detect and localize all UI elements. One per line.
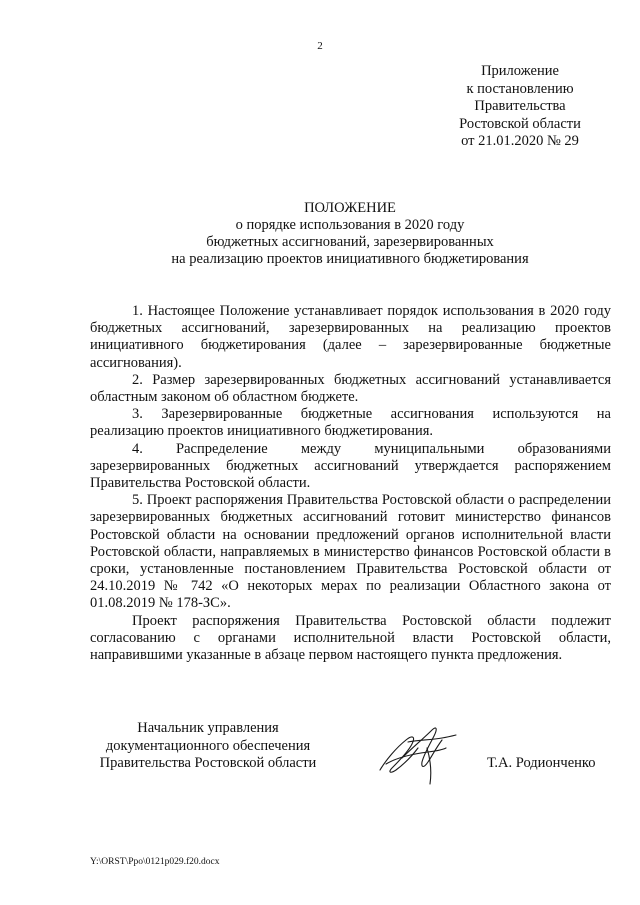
signatory-position-line: документационного обеспечения	[105, 737, 311, 754]
signatory-position-line: Начальник управления	[137, 720, 279, 736]
paragraph-2: 2. Размер зарезервированных бюджетных ассигнований устанавливается областным законом об областном бюджете.	[90, 371, 611, 406]
document-body	[90, 303, 611, 664]
file-path: Y:\ORST\Ppo\0121p029.f20.docx	[90, 857, 220, 867]
title-heading: ПОЛОЖЕНИЕ	[304, 200, 396, 216]
handwritten-signature-icon	[372, 718, 462, 788]
paragraph-4: 4. Распределение между муниципальными образованиями зарезервированных бюджетных ассигнований утверждается распоряжением Правительства Ростовской области.	[90, 440, 611, 492]
title-subtitle-line: бюджетных ассигнований, зарезервированных	[206, 234, 494, 250]
paragraph-1: 1. Настоящее Положение устанавливает порядок использования в 2020 году бюджетных ассигнований, зарезервированных на реализацию проектов инициативного бюджетирования (далее – зарезервированные бюджетные ассигнования).	[90, 303, 611, 371]
title-subtitle-line: на реализацию проектов инициативного бюджетирования	[171, 251, 529, 267]
signatory-name: Т.А. Родионченко	[487, 755, 596, 771]
paragraph-5-continuation: Проект распоряжения Правительства Ростовской области подлежит согласованию с органами исполнительной власти Ростовской области, направившими указанные в абзаце первом настоящего пункта предложения.	[90, 612, 611, 664]
paragraph-3: 3. Зарезервированные бюджетные ассигнования используются на реализацию проектов инициативного бюджетирования.	[90, 406, 611, 440]
appendix-line: Правительства	[474, 98, 566, 114]
title-subtitle-line: о порядке использования в 2020 году	[235, 217, 465, 233]
signatory-position	[88, 720, 328, 773]
appendix-line: Ростовской области	[459, 115, 581, 132]
page-number: 2	[317, 40, 323, 52]
appendix-date-line: от 21.01.2020 № 29	[461, 133, 579, 149]
document-title	[90, 200, 610, 268]
appendix-line: к постановлению	[466, 80, 574, 97]
appendix-line: Приложение	[481, 63, 559, 79]
appendix-header	[445, 63, 595, 151]
signatory-position-line: Правительства Ростовской области	[99, 755, 317, 771]
paragraph-5: 5. Проект распоряжения Правительства Ростовской области о распределении зарезервированных бюджетных ассигнований готовит министерство финансов Ростовской области на основании предложений органов исполнительной власти Ростовской области, направляемых в министерство финансов Ростовской области в сроки, установленные постановлением Правительства Ростовской области от 24.10.2019 № 742 «О некоторых мерах по реализации Областного закона от 01.08.2019 № 178-ЗС».	[90, 492, 611, 612]
